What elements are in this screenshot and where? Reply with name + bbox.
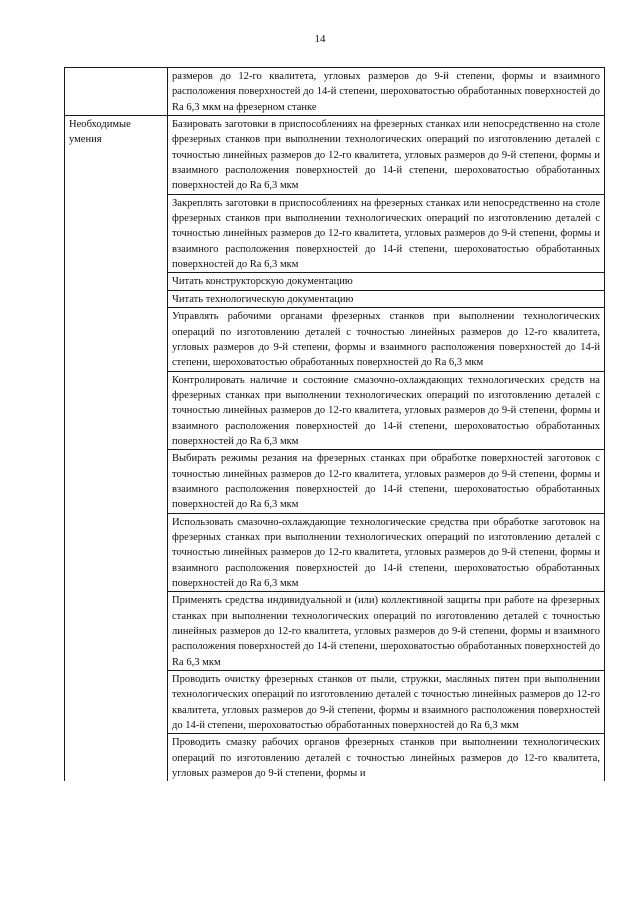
skill-cell: Закреплять заготовки в приспособлениях на фрезерных станках или непосредственно на столе фрезерных станков при выполнении технологических операций по изготовлению деталей с точностью линейных размеров до 12-го квалитета, угловых размеров до 9-й степени, формы и взаимного расположения поверхностей до 14-й степени, шероховатостью обработанных поверхностей до Ra 6,3 мкм xyxy=(168,194,605,273)
table-row-continued xyxy=(65,68,605,116)
skill-cell: Читать технологическую документацию xyxy=(168,290,605,307)
continued-text-cell: размеров до 12-го квалитета, угловых размеров до 9-й степени, формы и взаимного расположения поверхностей до 14-й степени, шероховатостью обработанных поверхностей до Ra 6,3 мкм на фрезерном станке xyxy=(168,68,605,116)
table-row xyxy=(65,116,605,195)
skill-cell: Использовать смазочно-охлаждающие технологические средства при обработке заготовок на фрезерных станках при выполнении технологических операций по изготовлению деталей с точностью линейных размеров до 12-го квалитета, угловых размеров до 9-й степени, формы и взаимного расположения поверхностей до 14-й степени, шероховатостью обработанных поверхностей до Ra 6,3 мкм xyxy=(168,513,605,592)
page-number: 14 xyxy=(314,33,326,45)
skill-cell: Управлять рабочими органами фрезерных станков при выполнении технологических операций по изготовлению деталей с точностью линейных размеров до 12-го квалитета, угловых размеров до 9-й степени, формы и взаимного расположения поверхностей до 14-й степени, шероховатостью обработанных поверхностей до Ra 6,3 мкм xyxy=(168,308,605,371)
skill-cell: Выбирать режимы резания на фрезерных станках при обработке поверхностей заготовок с точностью линейных размеров до 12-го квалитета, угловых размеров до 9-й степени, формы и взаимного расположения поверхностей до 14-й степени, шероховатостью обработанных поверхностей до Ra 6,3 мкм xyxy=(168,450,605,513)
empty-label-cell xyxy=(65,68,168,116)
skill-cell: Базировать заготовки в приспособлениях на фрезерных станках или непосредственно на столе фрезерных станков при выполнении технологических операций по изготовлению деталей с точностью линейных размеров до 12-го квалитета, угловых размеров до 9-й степени, формы и взаимного расположения поверхностей до 14-й степени, шероховатостью обработанных поверхностей до Ra 6,3 мкм xyxy=(168,116,605,195)
skill-cell: Проводить очистку фрезерных станков от пыли, стружки, масляных пятен при выполнении технологических операций по изготовлению деталей с точностью линейных размеров до 12-го квалитета, угловых размеров до 9-й степени, формы и взаимного расположения поверхностей до 14-й степени, шероховатостью обработанных поверхностей до Ra 6,3 мкм xyxy=(168,671,605,734)
skill-cell: Контролировать наличие и состояние смазочно-охлаждающих технологических средств на фрезерных станках при выполнении технологических операций по изготовлению деталей с точностью линейных размеров до 12-го квалитета, угловых размеров до 9-й степени, формы и взаимного расположения поверхностей до 14-й степени, шероховатостью обработанных поверхностей до Ra 6,3 мкм xyxy=(168,371,605,450)
skill-cell: Читать конструкторскую документацию xyxy=(168,273,605,290)
skill-cell: Проводить смазку рабочих органов фрезерных станков при выполнении технологических операций по изготовлению деталей с точностью линейных размеров до 12-го квалитета, угловых размеров до 9-й степени, формы и xyxy=(168,734,605,782)
skill-cell: Применять средства индивидуальной и (или) коллективной защиты при работе на фрезерных станках при выполнении технологических операций по изготовлению деталей с точностью линейных размеров до 12-го квалитета, угловых размеров до 9-й степени, формы и взаимного расположения поверхностей до 14-й степени, шероховатостью обработанных поверхностей до Ra 6,3 мкм xyxy=(168,592,605,671)
skills-table xyxy=(64,67,605,781)
section-label-cell: Необходимые умения xyxy=(65,116,168,782)
